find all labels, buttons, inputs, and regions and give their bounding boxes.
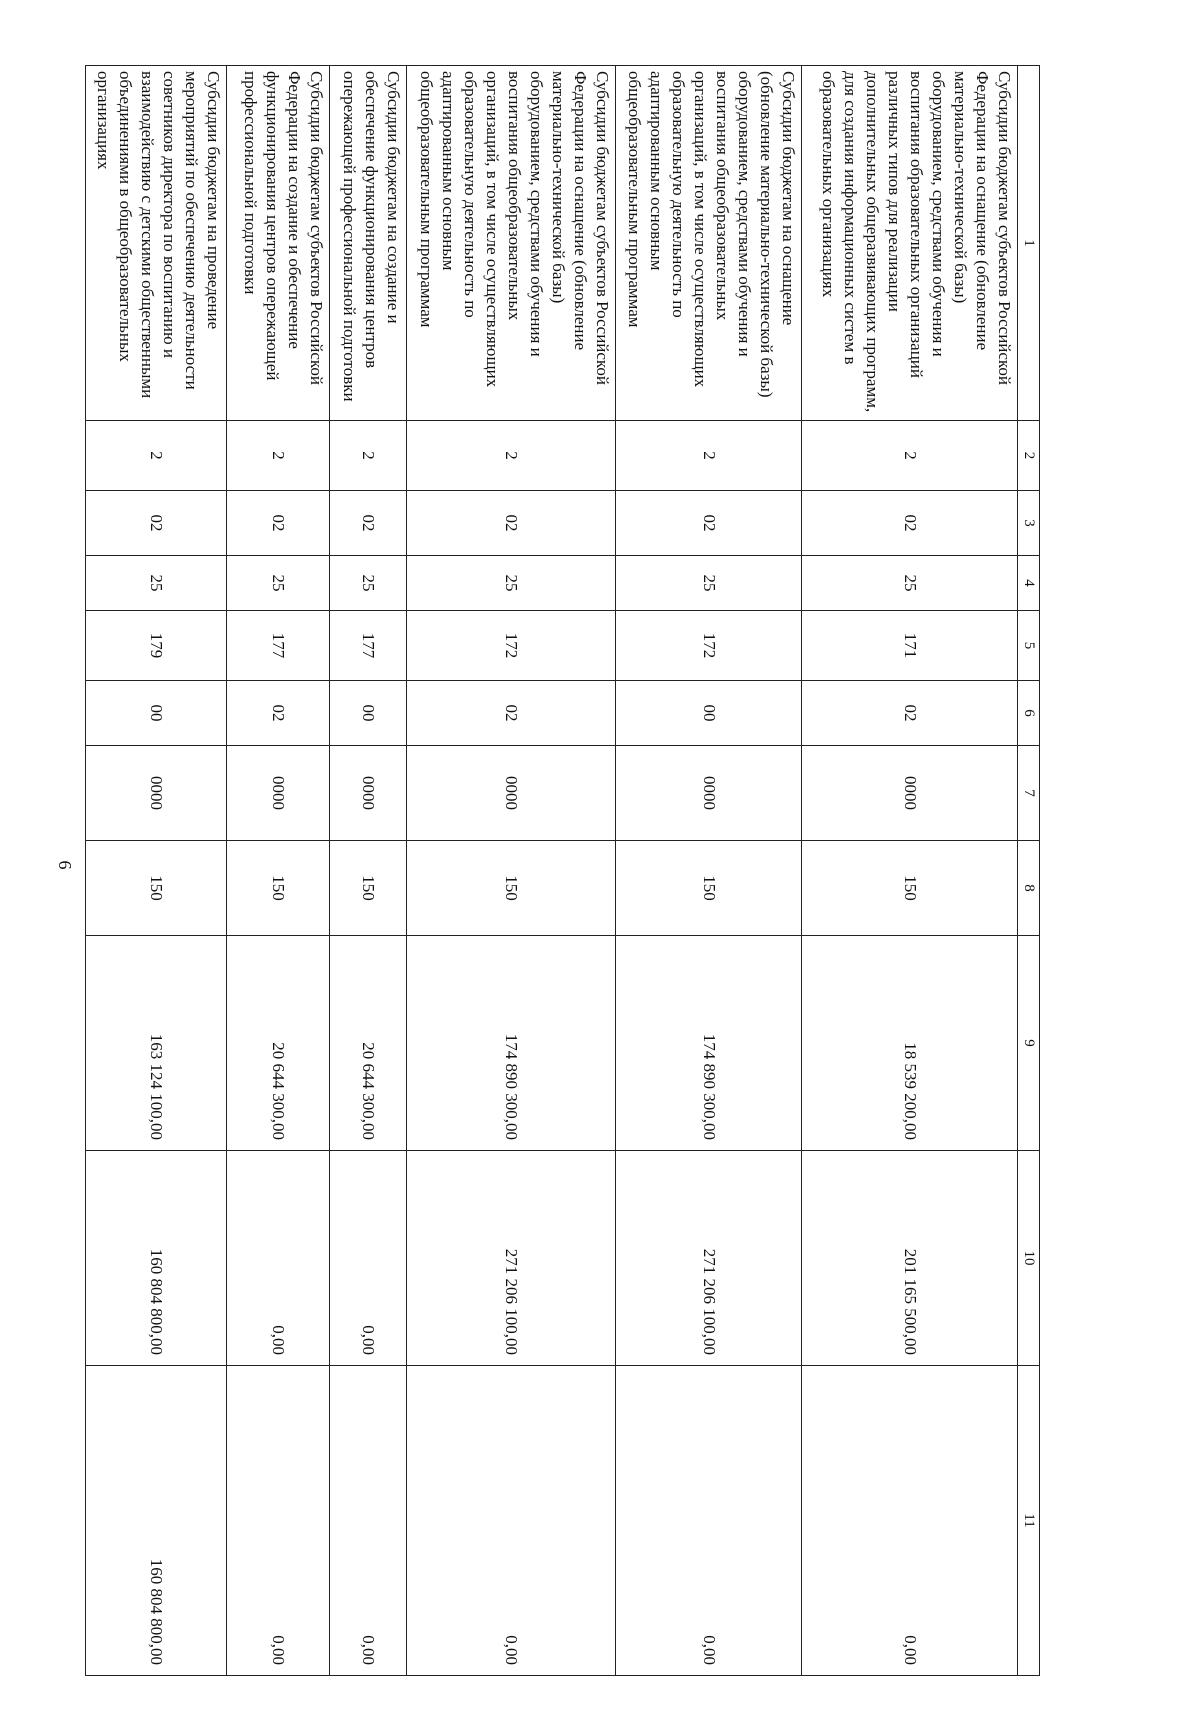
- cell-col6: 00: [616, 681, 802, 746]
- cell-col2: 2: [802, 421, 1018, 491]
- cell-col6: 02: [407, 681, 616, 746]
- cell-col5: 172: [407, 611, 616, 681]
- cell-col8: 150: [329, 841, 406, 936]
- row-name: Субсидии бюджетам субъектов Российской Федерации на создание и обеспечение функционирования центров опережающей профессиональной подготовки: [227, 66, 330, 421]
- cell-col6: 02: [802, 681, 1018, 746]
- row-name: Субсидии бюджетам субъектов Российской Федерации на оснащение (обновление материально-технической базы) оборудованием, средствами обучения и воспитания общеобразовательных организаций, в том числе осуществляющих образовательную деятельность по адаптированным основным общеобразовательным программам: [407, 66, 616, 421]
- cell-col9: 174 890 300,00: [407, 936, 616, 1151]
- cell-col9: 174 890 300,00: [616, 936, 802, 1151]
- cell-col5: 179: [86, 611, 227, 681]
- column-number: 9: [1018, 936, 1040, 1151]
- cell-col4: 25: [86, 556, 227, 611]
- row-name: Субсидии бюджетам на оснащение (обновление материально-технической базы) оборудованием, средствами обучения и воспитания общеобразовательных организаций, в том числе осуществляющих образовательную деятельность по адаптированным основным общеобразовательным программам: [616, 66, 802, 421]
- table-row: [329, 66, 406, 1676]
- cell-col9: 18 539 200,00: [802, 936, 1018, 1151]
- cell-col5: 171: [802, 611, 1018, 681]
- column-number: 2: [1018, 421, 1040, 491]
- cell-col8: 150: [802, 841, 1018, 936]
- page-number: 6: [55, 860, 75, 870]
- cell-col5: 172: [616, 611, 802, 681]
- cell-col10: 160 804 800,00: [86, 1151, 227, 1366]
- column-number-row: [1018, 66, 1040, 1676]
- column-number: 6: [1018, 681, 1040, 746]
- cell-col6: 00: [86, 681, 227, 746]
- cell-col10: 271 206 100,00: [616, 1151, 802, 1366]
- cell-col11: 0,00: [407, 1366, 616, 1676]
- column-number: 5: [1018, 611, 1040, 681]
- table-row: [227, 66, 330, 1676]
- column-number: 8: [1018, 841, 1040, 936]
- cell-col9: 20 644 300,00: [329, 936, 406, 1151]
- cell-col7: 0000: [329, 746, 406, 841]
- cell-col9: 163 124 100,00: [86, 936, 227, 1151]
- cell-col4: 25: [227, 556, 330, 611]
- cell-col4: 25: [329, 556, 406, 611]
- cell-col10: 201 165 500,00: [802, 1151, 1018, 1366]
- row-name: Субсидии бюджетам субъектов Российской Федерации на оснащение (обновление материально-технической базы) оборудованием, средствами обучения и воспитания образовательных организаций различных типов для реализации дополнительных общеразвивающих программ, для создания информационных систем в образовательных организациях: [802, 66, 1018, 421]
- table-row: [802, 66, 1018, 1676]
- cell-col2: 2: [86, 421, 227, 491]
- cell-col4: 25: [802, 556, 1018, 611]
- column-number: 10: [1018, 1151, 1040, 1366]
- cell-col10: 271 206 100,00: [407, 1151, 616, 1366]
- cell-col2: 2: [329, 421, 406, 491]
- cell-col6: 02: [227, 681, 330, 746]
- cell-col11: 160 804 800,00: [86, 1366, 227, 1676]
- table-row: [86, 66, 227, 1676]
- cell-col5: 177: [329, 611, 406, 681]
- table-rotation-wrapper: [85, 65, 1040, 1675]
- table-row: [407, 66, 616, 1676]
- cell-col3: 02: [329, 491, 406, 556]
- cell-col3: 02: [802, 491, 1018, 556]
- row-name: Субсидии бюджетам на проведение мероприятий по обеспечению деятельности советников директора по воспитанию и взаимодействию с детскими общественными объединениями в общеобразовательных организациях: [86, 66, 227, 421]
- cell-col7: 0000: [802, 746, 1018, 841]
- cell-col3: 02: [407, 491, 616, 556]
- cell-col7: 0000: [407, 746, 616, 841]
- column-number: 1: [1018, 66, 1040, 421]
- cell-col3: 02: [86, 491, 227, 556]
- column-number: 7: [1018, 746, 1040, 841]
- cell-col4: 25: [616, 556, 802, 611]
- column-number: 3: [1018, 491, 1040, 556]
- cell-col2: 2: [616, 421, 802, 491]
- cell-col4: 25: [407, 556, 616, 611]
- cell-col7: 0000: [227, 746, 330, 841]
- column-number: 11: [1018, 1366, 1040, 1676]
- cell-col11: 0,00: [802, 1366, 1018, 1676]
- cell-col11: 0,00: [329, 1366, 406, 1676]
- cell-col2: 2: [407, 421, 616, 491]
- cell-col10: 0,00: [227, 1151, 330, 1366]
- cell-col5: 177: [227, 611, 330, 681]
- cell-col8: 150: [616, 841, 802, 936]
- cell-col11: 0,00: [616, 1366, 802, 1676]
- cell-col8: 150: [86, 841, 227, 936]
- cell-col8: 150: [407, 841, 616, 936]
- cell-col3: 02: [227, 491, 330, 556]
- cell-col3: 02: [616, 491, 802, 556]
- table-row: [616, 66, 802, 1676]
- cell-col6: 00: [329, 681, 406, 746]
- cell-col8: 150: [227, 841, 330, 936]
- cell-col7: 0000: [86, 746, 227, 841]
- cell-col11: 0,00: [227, 1366, 330, 1676]
- cell-col7: 0000: [616, 746, 802, 841]
- cell-col10: 0,00: [329, 1151, 406, 1366]
- cell-col9: 20 644 300,00: [227, 936, 330, 1151]
- budget-table: [85, 65, 1040, 1676]
- column-number: 4: [1018, 556, 1040, 611]
- cell-col2: 2: [227, 421, 330, 491]
- row-name: Субсидии бюджетам на создание и обеспечение функционирования центров опережающей профессиональной подготовки: [329, 66, 406, 421]
